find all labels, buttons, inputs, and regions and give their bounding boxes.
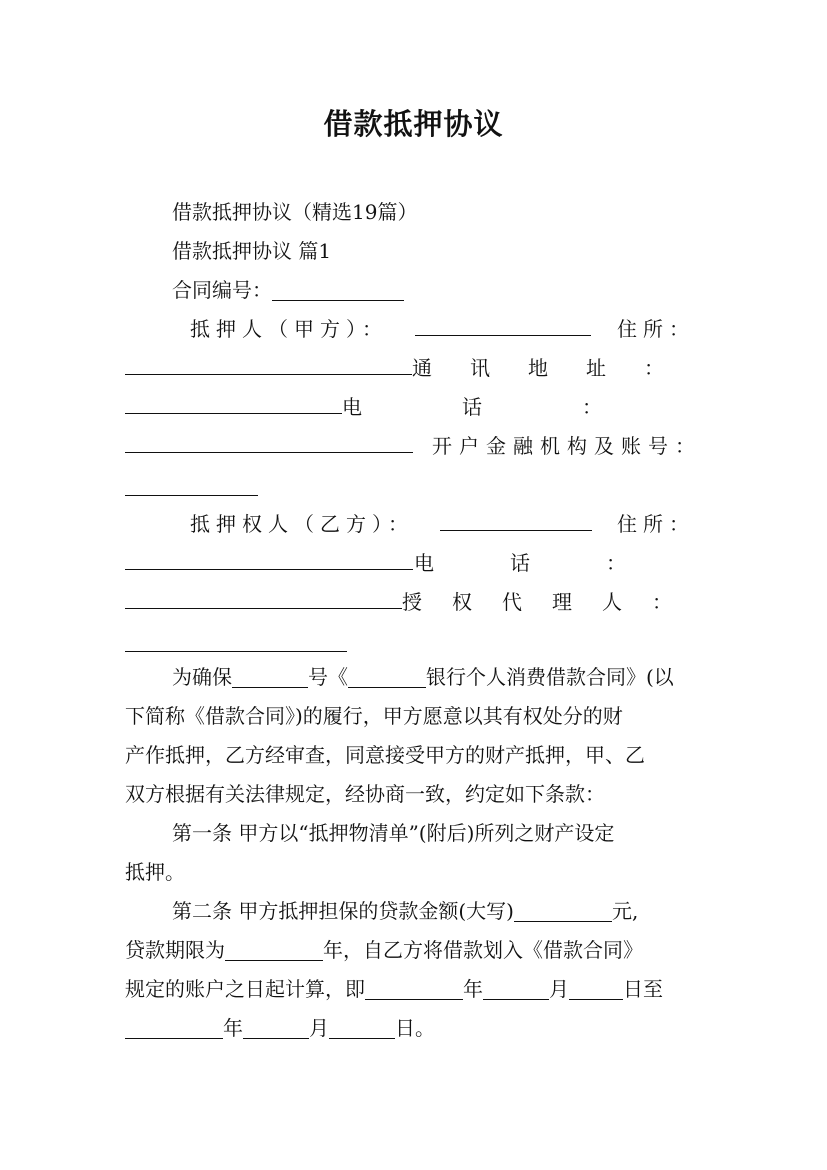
intro-text-2: 号《	[308, 665, 348, 689]
document-title: 借款抵押协议	[323, 107, 504, 141]
month-label: 月	[549, 977, 569, 1001]
intro-text-1: 为确保	[172, 665, 232, 689]
year-label: 年	[463, 977, 483, 1001]
mortgagee-address-blank	[125, 549, 413, 570]
article1-line-2: 抵押。	[125, 860, 185, 884]
loan-term-blank	[225, 940, 323, 961]
contract-number-line	[172, 276, 749, 304]
mortgagor-comm-label: 通讯地址：	[412, 356, 702, 380]
subtitle-selection: 借款抵押协议（精选19篇）	[172, 200, 418, 224]
mortgagee-address-label: 住所：	[617, 512, 695, 536]
mortgagee-phone-blank	[125, 588, 402, 609]
mortgagee-line	[190, 510, 695, 538]
end-year-blank	[125, 1018, 223, 1039]
day-to-label: 日至	[623, 977, 663, 1001]
article2-text-2: 元,	[611, 899, 639, 923]
mortgagee-agent-line	[125, 588, 702, 616]
mortgagor-phone-line	[125, 393, 702, 421]
end-day-label: 日。	[395, 1016, 435, 1040]
mortgagee-name-blank	[440, 510, 592, 531]
mortgagor-name-blank	[415, 315, 591, 336]
intro-text-3: 银行个人消费借款合同》(以	[426, 665, 674, 689]
mortgagor-bank-blank-line	[125, 471, 702, 499]
end-month-blank	[243, 1018, 309, 1039]
mortgagor-comm-line	[125, 354, 702, 382]
start-day-blank	[569, 979, 623, 1000]
mortgagee-agent-blank-line	[125, 627, 702, 655]
start-month-blank	[483, 979, 549, 1000]
end-month-label: 月	[309, 1016, 329, 1040]
mortgagee-agent-blank	[125, 631, 347, 652]
loan-number-blank	[232, 667, 308, 688]
article2-line-3	[125, 975, 702, 1003]
article2-text-1: 第二条 甲方抵押担保的贷款金额(大写)	[172, 899, 514, 923]
article2-line-2	[125, 936, 702, 964]
mortgagor-bank-line	[125, 432, 702, 460]
mortgagor-label: 抵押人（甲方）：	[190, 317, 388, 341]
intro-line-4: 双方根据有关法律规定，经协商一致，约定如下条款：	[125, 782, 605, 806]
end-year-label: 年	[223, 1016, 243, 1040]
mortgagor-bank-blank	[125, 475, 258, 496]
intro-line-3: 产作抵押，乙方经审查，同意接受甲方的财产抵押，甲、乙	[125, 743, 645, 767]
subtitle-article: 借款抵押协议 篇1	[172, 239, 332, 263]
intro-line-2: 下简称《借款合同》)的履行，甲方愿意以其有权处分的财	[125, 704, 623, 728]
mortgagor-phone-blank	[125, 432, 413, 453]
mortgagor-comm-blank	[125, 393, 342, 414]
mortgagor-line	[190, 315, 695, 343]
article2-term-text: 年，自乙方将借款划入《借款合同》	[323, 938, 643, 962]
article2-line-4	[125, 1014, 702, 1042]
mortgagor-bank-label: 开户金融机构及账号：	[432, 434, 702, 458]
end-day-blank	[329, 1018, 395, 1039]
mortgagee-label: 抵押权人（乙方）：	[190, 512, 414, 536]
mortgagor-phone-label: 电话：	[342, 395, 702, 419]
mortgagee-phone-line	[125, 549, 702, 577]
contract-number-blank	[272, 280, 404, 301]
loan-amount-blank	[514, 901, 612, 922]
mortgagor-address-blank	[125, 354, 412, 375]
article2-start-text: 规定的账户之日起计算，即	[125, 977, 365, 1001]
mortgagor-address-label: 住所：	[617, 317, 695, 341]
contract-number-label: 合同编号：	[172, 278, 272, 302]
bank-name-blank	[348, 667, 426, 688]
article2-line-1	[172, 897, 712, 925]
mortgagee-phone-label: 电话：	[414, 551, 702, 575]
start-year-blank	[365, 979, 463, 1000]
mortgagee-agent-label: 授权代理人：	[402, 590, 702, 614]
article2-term-label: 贷款期限为	[125, 938, 225, 962]
article1-line-1: 第一条 甲方以“抵押物清单”(附后)所列之财产设定	[172, 821, 615, 845]
intro-line-1	[172, 663, 702, 691]
